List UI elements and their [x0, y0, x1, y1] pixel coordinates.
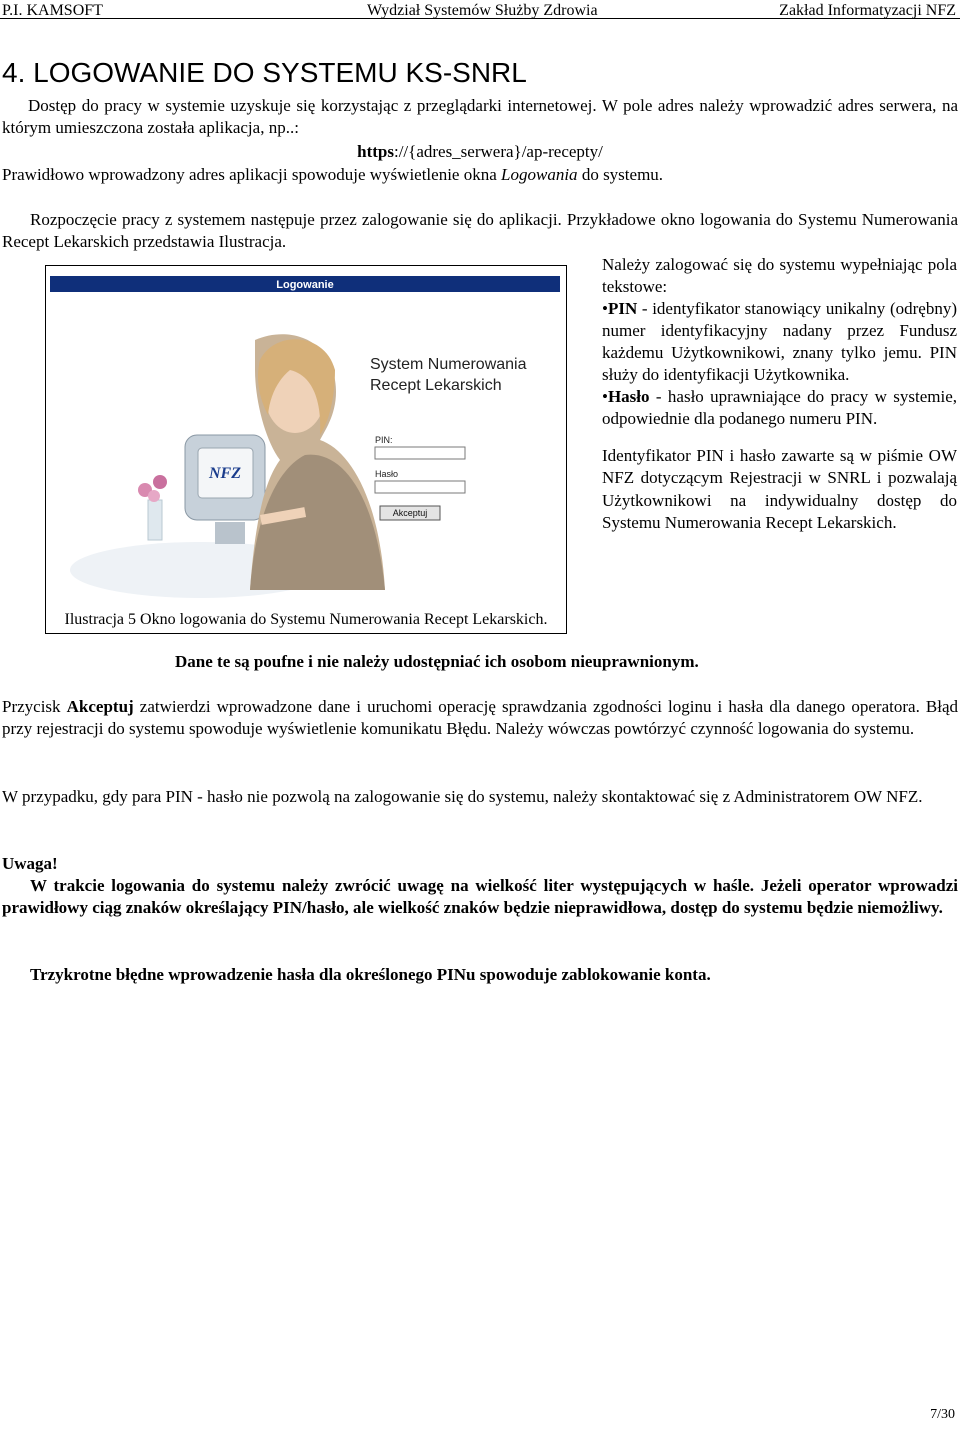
- side-column: [602, 254, 957, 535]
- pin-definition: •PIN - identyfikator stanowiący unikalny (odrębny) numer identyfikacyjny nadany przez Fundusz każdemu Użytkownikowi, znany tylko jemu. PIN służy do identyfikacji Użytkownika.: [602, 299, 957, 384]
- pin-term: PIN: [607, 299, 638, 318]
- header-center: Wydział Systemów Służby Zdrowia: [367, 2, 598, 19]
- paragraph-3-rest: zatwierdzi wprowadzone dane i uruchomi operację sprawdzania zgodności loginu i hasła dla danego operatora. Błąd przy rejestracji do systemu spowoduje wyświetlenie komunikatu Błędu. Należy wówczas powtórzyć czynność logowania do systemu.: [2, 697, 959, 738]
- uwaga-heading: Uwaga!: [2, 854, 58, 873]
- header-left: P.I. KAMSOFT: [2, 2, 103, 19]
- intro-line3-end: do systemu.: [577, 165, 664, 184]
- paragraph-3-start: Przycisk: [2, 697, 67, 716]
- pin-input[interactable]: [375, 447, 465, 459]
- side-paragraph-2: Identyfikator PIN i hasło zawarte są w piśmie OW NFZ dotyczącym Rejestracji w SNRL i pozwalają Użytkownikowi na indywidualny dostęp do Systemu Numerowania Recept Lekarskich.: [602, 446, 957, 533]
- paragraph-4: W przypadku, gdy para PIN - hasło nie pozwolą na zalogowanie się do systemu, należy skontaktować się z Administratorem OW NFZ.: [2, 787, 923, 806]
- header-rule: [0, 18, 960, 19]
- haslo-description: - hasło uprawniające do pracy w systemie, odpowiednie dla podanego numeru PIN.: [602, 387, 957, 428]
- system-name-line1: System Numerowania: [370, 356, 527, 373]
- password-input[interactable]: [375, 481, 465, 493]
- url-line: [0, 141, 960, 163]
- password-label: Hasło: [375, 469, 399, 479]
- intro-paragraph: [2, 95, 958, 139]
- login-screenshot: [50, 270, 560, 598]
- intro-text: Dostęp do pracy w systemie uzyskuje się korzystając z przeglądarki internetowej. W pole adres należy wprowadzić adres serwera, na którym umieszczona została aplikacja, np..:: [2, 96, 958, 137]
- confidential-notice: Dane te są poufne i nie należy udostępniać ich osobom nieuprawnionym.: [175, 652, 699, 671]
- intro-line3-text: Prawidłowo wprowadzony adres aplikacji spowoduje wyświetlenie okna: [2, 165, 502, 184]
- akceptuj-term: Akceptuj: [66, 697, 134, 716]
- uwaga-text-2: Trzykrotne błędne wprowadzenie hasła dla określonego PINu spowoduje zablokowanie konta.: [30, 965, 711, 984]
- uwaga-text: W trakcie logowania do systemu należy zwrócić uwagę na wielkość liter występujących w haśle. Jeżeli operator wprowadzi prawidłowy ciąg znaków określający PIN/hasło, ale wielkość znaków będzie nieprawidłowa, dostęp do systemu będzie niemożliwy.: [2, 876, 958, 917]
- section-title: 4. LOGOWANIE DO SYSTEMU KS-SNRL: [2, 57, 527, 88]
- header-right: Zakład Informatyzacji NFZ: [779, 2, 956, 19]
- pin-description: - identyfikator stanowiący unikalny (odrębny) numer identyfikacyjny nadany przez Fundusz każdemu Użytkownikowi, znany tylko jemu. PIN służy do identyfikacji Użytkownika.: [602, 299, 957, 384]
- system-name-line2: Recept Lekarskich: [370, 377, 502, 394]
- url-scheme: https: [357, 142, 394, 161]
- url-rest: ://{adres_serwera}/ap-recepty/: [393, 142, 603, 161]
- paragraph-3: [2, 696, 958, 740]
- intro-logowanie-term: Logowania: [501, 165, 578, 184]
- nfz-logo: NFZ: [209, 465, 241, 482]
- paragraph-2: Rozpoczęcie pracy z systemem następuje przez zalogowanie się do aplikacji. Przykładowe okno logowania do Systemu Numerowania Recept Lekarskich przedstawia Ilustracja.: [2, 210, 958, 251]
- window-title: Logowanie: [276, 279, 334, 291]
- pin-label: PIN:: [375, 435, 393, 445]
- haslo-term: Hasło: [607, 387, 650, 406]
- page-number: 7/30: [930, 1407, 955, 1422]
- accept-button-label: Akceptuj: [392, 508, 428, 518]
- figure-login-window: [45, 265, 567, 634]
- intro-line3: [2, 164, 958, 186]
- side-intro: Należy zalogować się do systemu wypełniając pola tekstowe:: [602, 255, 957, 296]
- haslo-definition: •Hasło - hasło uprawniające do pracy w systemie, odpowiednie dla podanego numeru PIN.: [602, 387, 957, 428]
- figure-caption: Ilustracja 5 Okno logowania do Systemu Numerowania Recept Lekarskich.: [64, 611, 548, 628]
